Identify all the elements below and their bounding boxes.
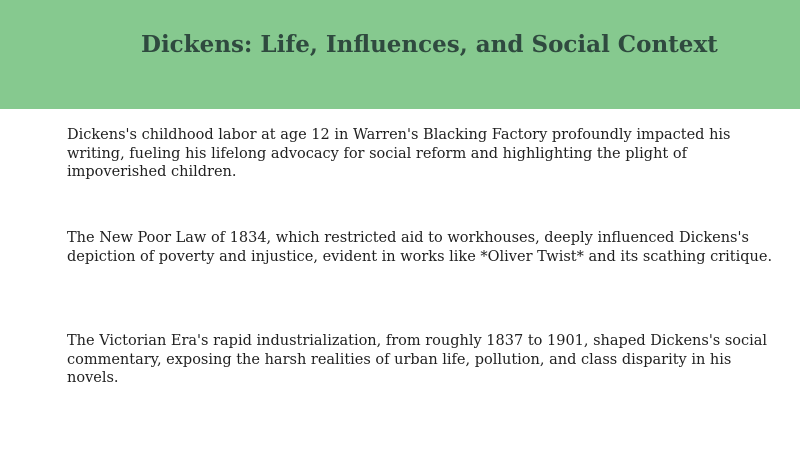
slide-title: Dickens: Life, Influences, and Social Context (141, 31, 718, 58)
title-banner (0, 0, 800, 109)
paragraph-victorian-era: The Victorian Era's rapid industrialization, from roughly 1837 to 1901, shaped Dickens's social commentary, exposing the harsh realities of urban life, pollution, and class disparity in his novels. (67, 333, 768, 386)
paragraph-childhood-labor: Dickens's childhood labor at age 12 in Warren's Blacking Factory profoundly impacted his writing, fueling his lifelong advocacy for social reform and highlighting the plight of impoverished children. (67, 127, 731, 180)
paragraph-new-poor-law: The New Poor Law of 1834, which restricted aid to workhouses, deeply influenced Dickens's depiction of poverty and injustice, evident in works like *Oliver Twist* and its scathing critique. (67, 230, 773, 265)
